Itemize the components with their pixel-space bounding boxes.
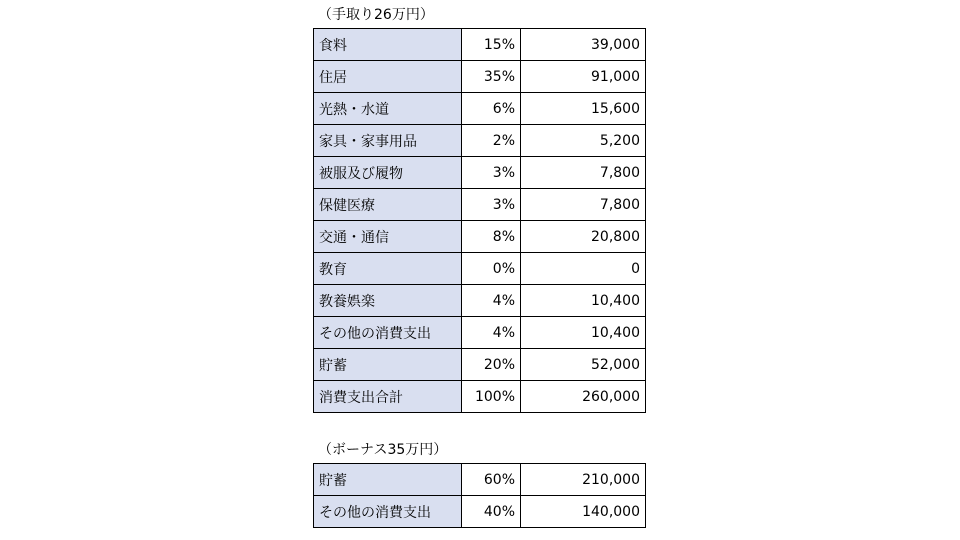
amount-cell: 260,000 (521, 381, 646, 413)
amount-cell: 5,200 (521, 125, 646, 157)
category-cell: 交通・通信 (314, 221, 462, 253)
table-row (314, 496, 646, 528)
amount-cell: 52,000 (521, 349, 646, 381)
category-cell: 保健医療 (314, 189, 462, 221)
amount-cell: 39,000 (521, 29, 646, 61)
table-row (314, 464, 646, 496)
main-table-caption: （手取り26万円） (318, 7, 434, 23)
percent-cell: 15% (462, 29, 521, 61)
percent-cell: 4% (462, 317, 521, 349)
percent-cell: 40% (462, 496, 521, 528)
category-cell: 貯蓄 (314, 349, 462, 381)
category-cell: 住居 (314, 61, 462, 93)
amount-cell: 20,800 (521, 221, 646, 253)
bonus-budget-table (313, 463, 646, 528)
percent-cell: 3% (462, 189, 521, 221)
take-home-budget-table (313, 28, 646, 413)
category-cell: 教養娯楽 (314, 285, 462, 317)
category-cell: 被服及び履物 (314, 157, 462, 189)
table-row (314, 125, 646, 157)
category-cell: 教育 (314, 253, 462, 285)
amount-cell: 10,400 (521, 285, 646, 317)
amount-cell: 210,000 (521, 464, 646, 496)
amount-cell: 91,000 (521, 61, 646, 93)
percent-cell: 2% (462, 125, 521, 157)
category-cell: その他の消費支出 (314, 317, 462, 349)
table-row (314, 29, 646, 61)
amount-cell: 7,800 (521, 189, 646, 221)
table-row (314, 93, 646, 125)
table-row (314, 61, 646, 93)
amount-cell: 0 (521, 253, 646, 285)
percent-cell: 100% (462, 381, 521, 413)
table-row (314, 157, 646, 189)
table-row (314, 317, 646, 349)
percent-cell: 20% (462, 349, 521, 381)
category-cell: 光熱・水道 (314, 93, 462, 125)
percent-cell: 0% (462, 253, 521, 285)
percent-cell: 60% (462, 464, 521, 496)
percent-cell: 35% (462, 61, 521, 93)
category-cell: 貯蓄 (314, 464, 462, 496)
amount-cell: 7,800 (521, 157, 646, 189)
table-row (314, 253, 646, 285)
category-cell: 家具・家事用品 (314, 125, 462, 157)
table-row-total (314, 381, 646, 413)
bonus-table-caption: （ボーナス35万円） (318, 442, 448, 458)
amount-cell: 15,600 (521, 93, 646, 125)
table-row (314, 221, 646, 253)
percent-cell: 6% (462, 93, 521, 125)
table-row (314, 349, 646, 381)
percent-cell: 3% (462, 157, 521, 189)
percent-cell: 4% (462, 285, 521, 317)
category-cell: 食料 (314, 29, 462, 61)
category-cell: その他の消費支出 (314, 496, 462, 528)
amount-cell: 140,000 (521, 496, 646, 528)
category-cell: 消費支出合計 (314, 381, 462, 413)
table-row (314, 189, 646, 221)
percent-cell: 8% (462, 221, 521, 253)
table-row (314, 285, 646, 317)
amount-cell: 10,400 (521, 317, 646, 349)
